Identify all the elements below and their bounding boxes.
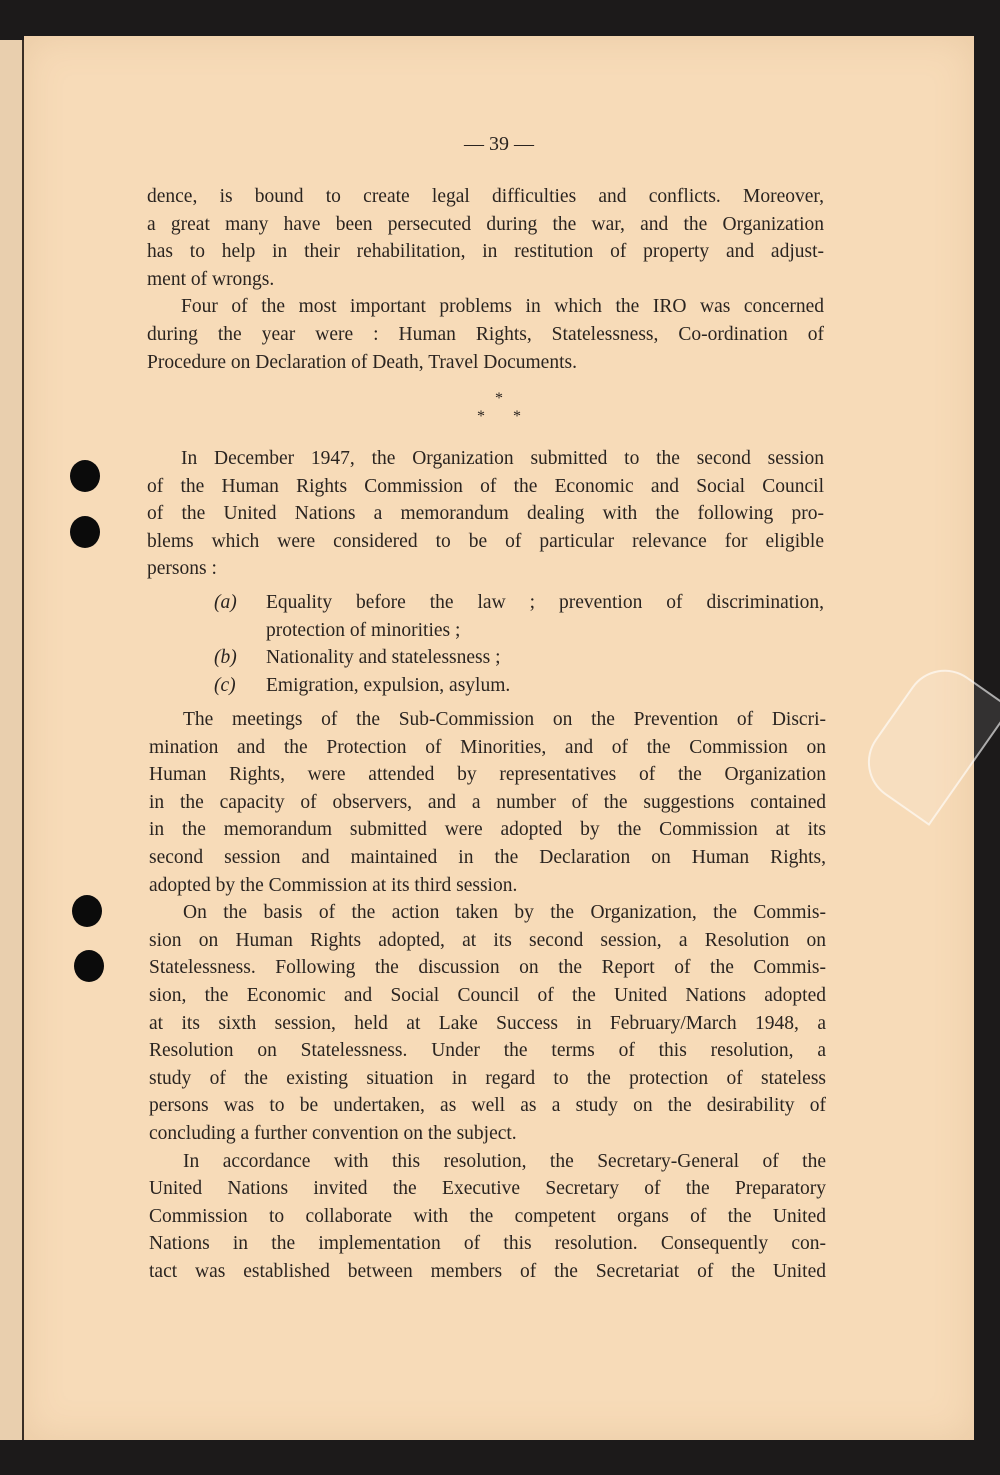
text-block-bottom bbox=[149, 706, 826, 1285]
text-block-december bbox=[147, 445, 824, 583]
section-separator bbox=[24, 390, 974, 426]
text-line: a great many have been persecuted during the war, and the Organization bbox=[147, 213, 824, 235]
text-line: adopted by the Commission at its third session. bbox=[149, 874, 518, 896]
text-line: In December 1947, the Organization submitted to the second session bbox=[181, 448, 824, 469]
punch-hole bbox=[70, 516, 100, 548]
list-marker: (a) bbox=[214, 592, 237, 613]
document-page bbox=[24, 36, 974, 1440]
text-line: persons : bbox=[147, 558, 217, 580]
text-line: at its sixth session, held at Lake Success in February/March 1948, a bbox=[149, 1012, 826, 1034]
list-item bbox=[214, 672, 824, 700]
text-line: in the memorandum submitted were adopted by the Commission at its bbox=[149, 819, 826, 841]
text-line: Equality before the law ; prevention of discrimination, bbox=[266, 592, 824, 613]
text-line: Emigration, expulsion, asylum. bbox=[266, 674, 511, 696]
text-line: On the basis of the action taken by the Organization, the Commis- bbox=[183, 902, 826, 924]
list-item bbox=[214, 589, 824, 644]
facing-page-edge bbox=[0, 40, 24, 1440]
text-line: of the Human Rights Commission of the Economic and Social Council bbox=[147, 475, 824, 497]
problem-list bbox=[214, 589, 824, 699]
text-line: protection of minorities ; bbox=[266, 619, 461, 641]
list-item bbox=[214, 644, 824, 672]
text-line: Nations in the implementation of this resolution. Consequently con- bbox=[149, 1233, 826, 1255]
list-marker: (b) bbox=[214, 647, 237, 669]
text-line: tact was established between members of the Secretariat of the United bbox=[149, 1260, 826, 1282]
text-line: ment of wrongs. bbox=[147, 268, 275, 290]
text-line: Human Rights, were attended by representatives of the Organization bbox=[149, 764, 826, 786]
paragraph bbox=[147, 445, 824, 583]
text-line: Commission to collaborate with the competent organs of the United bbox=[149, 1205, 826, 1227]
text-block-top bbox=[147, 183, 824, 376]
text-line: second session and maintained in the Declaration on Human Rights, bbox=[149, 846, 826, 868]
text-line: persons was to be undertaken, as well as a study on the desirability of bbox=[149, 1095, 826, 1117]
text-line: United Nations invited the Executive Secretary of the Preparatory bbox=[149, 1178, 826, 1200]
text-line: Statelessness. Following the discussion on the Report of the Commis- bbox=[149, 957, 826, 979]
text-line: Four of the most important problems in which the IRO was concerned bbox=[181, 296, 824, 318]
punch-hole bbox=[72, 895, 102, 927]
text-line: Nationality and statelessness ; bbox=[266, 647, 501, 669]
paragraph bbox=[147, 293, 824, 376]
paragraph bbox=[149, 706, 826, 899]
page-number: — 39 — bbox=[464, 133, 534, 155]
punch-hole bbox=[74, 950, 104, 982]
paragraph bbox=[147, 183, 824, 293]
text-line: mination and the Protection of Minorities, and of the Commission on bbox=[149, 736, 826, 758]
separator-star: * bbox=[495, 390, 503, 407]
list-marker: (c) bbox=[214, 674, 236, 696]
text-line: dence, is bound to create legal difficulties and conflicts. Moreover, bbox=[147, 186, 824, 207]
separator-stars: * * bbox=[477, 408, 521, 425]
punch-hole bbox=[70, 460, 100, 492]
text-line: concluding a further convention on the subject. bbox=[149, 1122, 517, 1144]
text-line: Resolution on Statelessness. Under the terms of this resolution, a bbox=[149, 1040, 826, 1062]
text-line: blems which were considered to be of particular relevance for eligible bbox=[147, 530, 824, 552]
text-line: in the capacity of observers, and a number of the suggestions contained bbox=[149, 791, 826, 813]
text-line: In accordance with this resolution, the Secretary-General of the bbox=[183, 1150, 826, 1172]
text-line: of the United Nations a memorandum dealing with the following pro- bbox=[147, 503, 824, 525]
text-line: Procedure on Declaration of Death, Travel Documents. bbox=[147, 351, 577, 373]
paragraph bbox=[149, 899, 826, 1147]
text-line: during the year were : Human Rights, Statelessness, Co-ordination of bbox=[147, 323, 824, 345]
text-line: has to help in their rehabilitation, in restitution of property and adjust- bbox=[147, 241, 824, 263]
text-line: sion on Human Rights adopted, at its second session, a Resolution on bbox=[149, 929, 826, 951]
paragraph bbox=[149, 1148, 826, 1286]
text-line: sion, the Economic and Social Council of the United Nations adopted bbox=[149, 984, 826, 1006]
text-line: study of the existing situation in regard to the protection of stateless bbox=[149, 1067, 826, 1089]
text-line: The meetings of the Sub-Commission on the Prevention of Discri- bbox=[183, 709, 826, 730]
